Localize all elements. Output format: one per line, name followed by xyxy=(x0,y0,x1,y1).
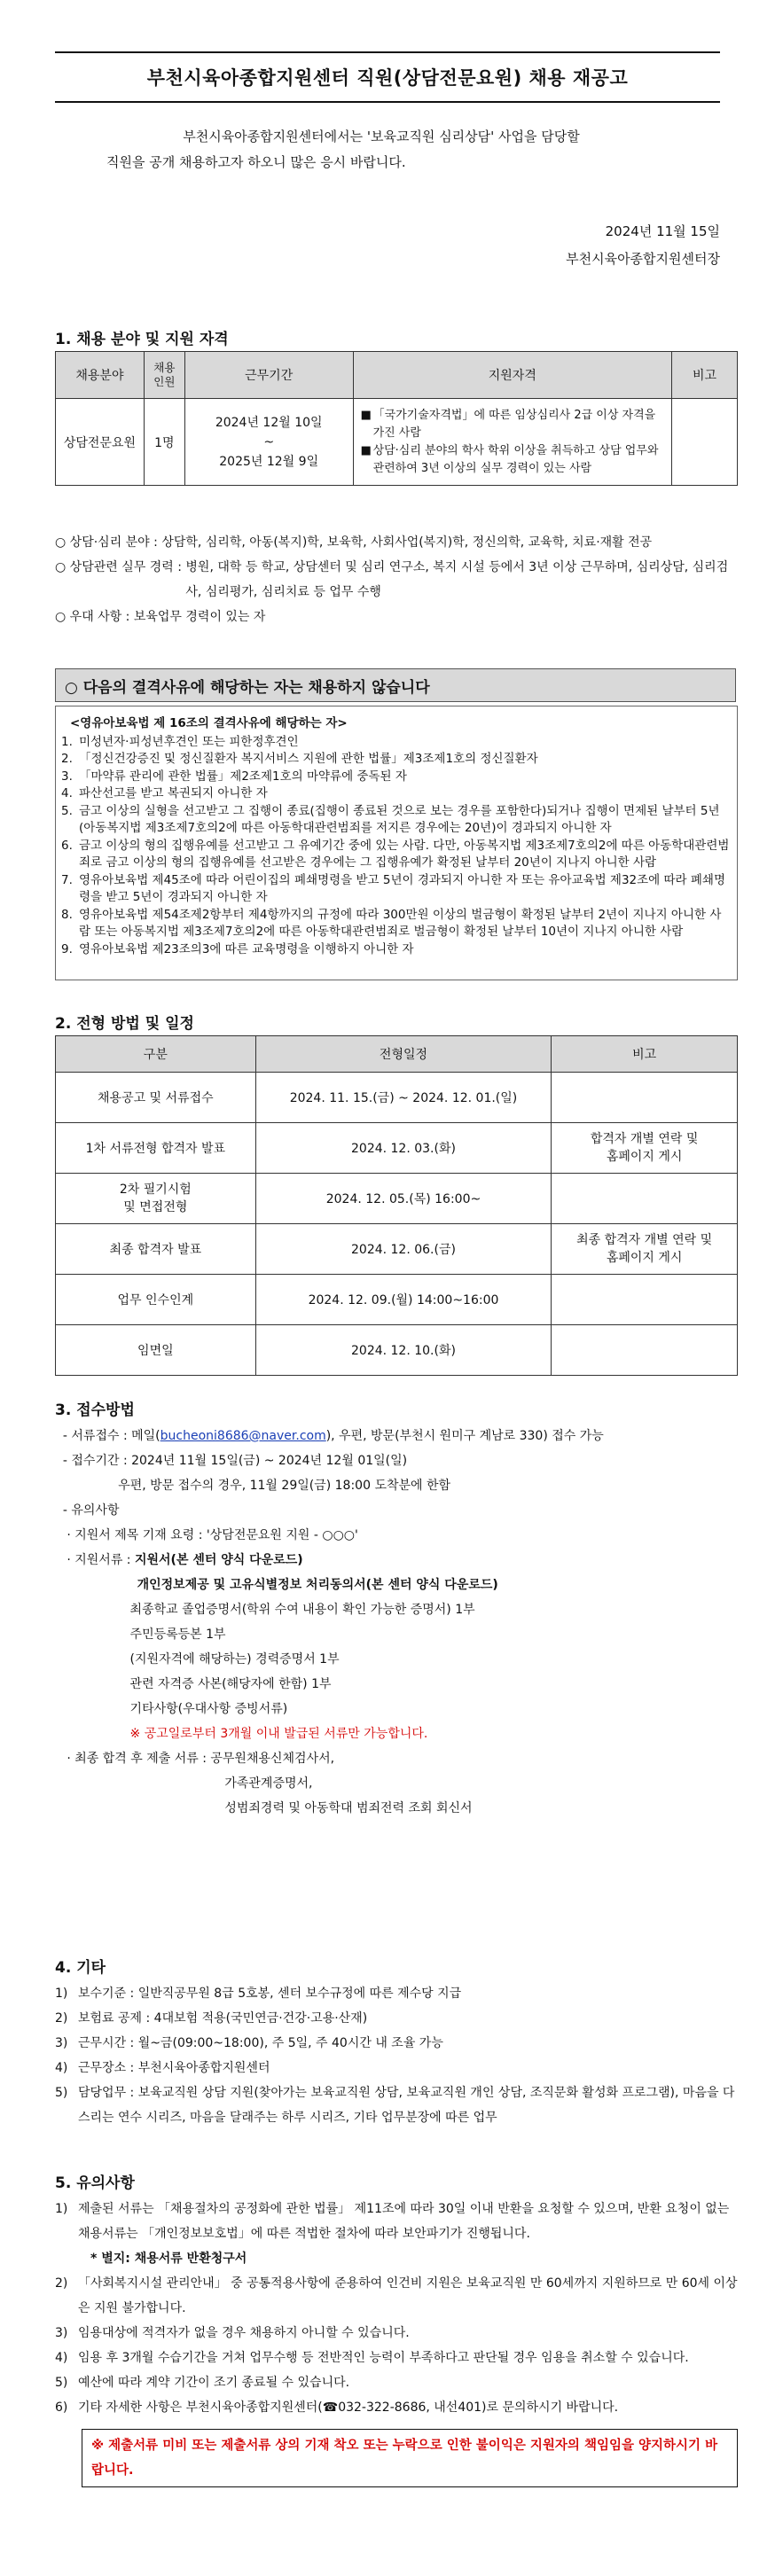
item-number: 1. xyxy=(61,734,73,749)
qualification-text-2: 상담·심리 분야의 학사 학위 이상을 취득하고 상담 업무와 관련하여 3년 이상의 실무 경력이 있는 사람 xyxy=(372,443,659,475)
item-text: 「정신건강증진 및 정신질환자 복지서비스 지원에 관한 법률」제3조제1호의 정신질환자 xyxy=(79,752,538,766)
header-period: 근무기간 xyxy=(184,352,353,399)
list-item xyxy=(61,872,732,907)
item-number: 1) xyxy=(55,1987,68,2001)
final-documents-row: 성범죄경력 및 아동학대 범죄전력 조회 회신서 xyxy=(55,1801,473,1815)
notes-section xyxy=(55,2197,738,2487)
document-row: 최종학교 졸업증명서(학위 수여 내용이 확인 가능한 증명서) 1부 xyxy=(55,1603,475,1617)
header-note: 비고 xyxy=(672,352,738,399)
list-item xyxy=(61,803,732,838)
item-text: 보수기준 : 일반직공무원 8급 5호봉, 센터 보수규정에 따른 제수당 지급 xyxy=(78,1987,462,2001)
cell-stage: 1차 서류전형 합격자 발표 xyxy=(56,1123,256,1174)
item-number: 4) xyxy=(55,2351,68,2365)
item-number: 4) xyxy=(55,2061,68,2075)
cell-note xyxy=(672,399,738,486)
cell-date: 2024. 12. 03.(화) xyxy=(255,1123,552,1174)
list-item xyxy=(55,1981,738,2006)
responsibility-notice: ※ 제출서류 미비 또는 제출서류 상의 기재 착오 또는 누락으로 인한 불이익은 지원자의 책임임을 양지하시기 바랍니다. xyxy=(82,2429,738,2487)
item-text: 「마약류 관리에 관한 법률」제2조제1호의 마약류에 중독된 자 xyxy=(79,769,407,784)
qual-note-label: ○ 상담관련 실무 경력 : xyxy=(55,560,186,574)
final-documents-row: · 최종 합격 후 제출 서류 : 공무원채용신체검사서, xyxy=(55,1752,335,1766)
list-item xyxy=(55,2031,738,2056)
list-item xyxy=(61,734,732,752)
item-text: 담당업무 : 보육교직원 상담 지원(찾아가는 보육교직원 상담, 보육교직원 개인 상담, 조직문화 활성화 프로그램), 마음을 다스리는 연수 시리즈, 마음을 달래주는 하루 시리즈, 기타 업무분장에 따른 업무 xyxy=(78,2086,735,2125)
list-item xyxy=(55,2080,738,2130)
item-number: 8. xyxy=(61,907,73,922)
item-text: 근무시간 : 월~금(09:00~18:00), 주 5일, 주 40시간 내 조율 가능 xyxy=(78,2036,443,2050)
item-number: 2) xyxy=(55,2276,68,2291)
list-item xyxy=(61,941,732,959)
item-number: 3. xyxy=(61,769,73,784)
qualification-notes xyxy=(55,530,738,629)
banner-text: ○ 다음의 결격사유에 해당하는 자는 채용하지 않습니다 xyxy=(65,678,430,697)
qual-note-text: 병원, 대학 등 학교, 상담센터 및 심리 연구소, 복지 시설 등에서 3년 이상 근무하며, 심리상담, 심리검사, 심리평가, 심리치료 등 업무 수행 xyxy=(185,560,729,599)
item-text: 영유아보육법 제23조의3에 따른 교육명령을 이행하지 아니한 자 xyxy=(79,941,414,956)
item-number: 5) xyxy=(55,2086,68,2100)
qual-note-row xyxy=(55,530,738,555)
period-end: 2025년 12월 9일 xyxy=(219,454,319,469)
table-row xyxy=(56,1325,738,1376)
schedule-table xyxy=(55,1035,738,1376)
application-form-text: 지원서(본 센터 양식 다운로드) xyxy=(134,1553,303,1567)
qual-note-row xyxy=(55,555,738,605)
document-row: 기타사항(우대사항 증빙서류) xyxy=(55,1702,288,1716)
item-number: 6. xyxy=(61,838,73,853)
intro-line-1: 부천시육아종합지원센터에서는 '보육교직원 심리상담' 사업을 담당할 xyxy=(183,129,580,144)
item-text: 기타 자세한 사항은 부천시육아종합지원센터(☎032-322-8686, 내선401)로 문의하시기 바랍니다. xyxy=(78,2400,619,2415)
position-table xyxy=(55,351,738,486)
cell-note xyxy=(552,1325,738,1376)
item-number: 3) xyxy=(55,2326,68,2340)
cell-stage: 임면일 xyxy=(56,1325,256,1376)
period-start: 2024년 12월 10일 xyxy=(215,415,323,430)
qual-note-text: 상담학, 심리학, 아동(복지)학, 보육학, 사회사업(복지)학, 정신의학, 교육학, 치료·재활 전공 xyxy=(161,535,653,550)
header-schedule: 전형일정 xyxy=(255,1036,552,1073)
item-number: 2. xyxy=(61,752,73,766)
disqualification-banner xyxy=(55,668,736,702)
list-item xyxy=(61,751,732,769)
item-text: 금고 이상의 형의 집행유예를 선고받고 그 유예기간 중에 있는 사람. 다만, 아동복지법 제3조제7호의2에 따른 아동학대관련범죄로 금고 이상의 형의 집행유예를 선고받은 경우에는 그 집행유예가 확정된 날부터 20년이 지나지 아니한 사람 xyxy=(79,838,730,870)
cell-count: 1명 xyxy=(144,399,184,486)
page-title: 부천시육아종합지원센터 직원(상담전문요원) 채용 재공고 xyxy=(146,67,629,89)
title-box xyxy=(55,51,720,103)
cell-note: 최종 합격자 개별 연락 및 홈페이지 게시 xyxy=(552,1224,738,1275)
cell-stage: 채용공고 및 서류접수 xyxy=(56,1073,256,1123)
submission-text: ), 우편, 방문(부천시 원미구 계남로 330) 접수 가능 xyxy=(325,1429,604,1443)
item-number: 5. xyxy=(61,803,73,818)
list-item xyxy=(61,785,732,803)
submission-label: - 서류접수 : 메일( xyxy=(55,1429,160,1443)
email-link[interactable]: bucheoni8686@naver.com xyxy=(160,1429,326,1443)
final-documents-row: 가족관계증명서, xyxy=(55,1776,313,1791)
item-text: 영유아보육법 제45조에 따라 어린이집의 폐쇄명령을 받고 5년이 경과되지 아니한 자 또는 유아교육법 제32조에 따라 폐쇄명령을 받고 5년이 경과되지 아니한 자 xyxy=(79,872,725,904)
item-text: 임용 후 3개월 수습기간을 거쳐 업무수행 등 전반적인 능력이 부족하다고 판단될 경우 임용을 취소할 수 있습니다. xyxy=(78,2351,689,2365)
square-bullet-icon: ■ xyxy=(360,408,372,422)
item-text: 제출된 서류는 「채용절차의 공정화에 관한 법률」 제11조에 따라 30일 이내 반환을 요청할 수 있으며, 반환 요청이 없는 채용서류는 「개인정보보호법」에 따른 적법한 절차에 따라 보안파기가 진행됩니다. xyxy=(78,2202,730,2241)
qual-note-row xyxy=(55,605,738,629)
intro-line-2: 직원을 공개 채용하고자 하오니 많은 응시 바랍니다. xyxy=(106,154,406,170)
list-item xyxy=(55,2006,738,2031)
item-number: 2) xyxy=(55,2011,68,2026)
caution-row: - 유의사항 xyxy=(55,1503,120,1518)
list-item xyxy=(61,769,732,786)
other-info xyxy=(55,1981,738,2130)
return-form-note: * 별지: 채용서류 반환청구서 xyxy=(90,2252,247,2266)
intro-text xyxy=(106,124,656,176)
qual-note-text: 보육업무 경력이 있는 자 xyxy=(133,610,266,624)
table-header-row xyxy=(56,1036,738,1073)
qual-note-label: ○ 상담·심리 분야 : xyxy=(55,535,162,550)
list-item xyxy=(55,2197,738,2246)
documents-label: · 지원서류 : xyxy=(55,1553,135,1567)
item-text: 미성년자·피성년후견인 또는 피한정후견인 xyxy=(79,734,299,749)
header-note: 비고 xyxy=(552,1036,738,1073)
qual-note-label: ○ 우대 사항 : xyxy=(55,610,134,624)
section-3-heading: 3. 접수방법 xyxy=(55,1401,135,1419)
table-row xyxy=(56,1073,738,1123)
item-number: 1) xyxy=(55,2202,68,2216)
item-number: 9. xyxy=(61,941,73,956)
cell-date: 2024. 12. 10.(화) xyxy=(255,1325,552,1376)
item-text: 예산에 따라 계약 기간이 조기 종료될 수 있습니다. xyxy=(78,2376,350,2390)
item-text: 금고 이상의 실형을 선고받고 그 집행이 종료(집행이 종료된 것으로 보는 경우를 포함한다)되거나 집행이 면제된 날부터 5년(아동복지법 제3조제7호의2에 따른 아동학대관련범죄를 저지른 경우에는 20년)이 경과되지 아니한 자 xyxy=(79,803,720,835)
subject-format-row: · 지원서 제목 기재 요령 : '상담전문요원 지원 - ○○○' xyxy=(55,1528,358,1542)
list-item xyxy=(55,2395,738,2420)
period-row: - 접수기간 : 2024년 11월 15일(금) ~ 2024년 12월 01일(일) xyxy=(55,1454,408,1468)
application-method xyxy=(55,1424,755,1821)
header-count: 채용 인원 xyxy=(144,352,184,399)
document-row: 관련 자격증 사본(해당자에 한함) 1부 xyxy=(55,1677,332,1691)
cell-qualification xyxy=(353,399,671,486)
cell-field: 상담전문요원 xyxy=(56,399,145,486)
list-item xyxy=(61,838,732,872)
cell-note xyxy=(552,1275,738,1325)
list-item xyxy=(61,907,732,941)
item-text: 파산선고를 받고 복권되지 아니한 자 xyxy=(79,786,268,800)
item-text: 「사회복지시설 관리안내」 중 공통적용사항에 준용하여 인건비 지원은 보육교직원 만 60세까지 지원하므로 만 60세 이상은 지원 불가합니다. xyxy=(78,2276,738,2315)
item-number: 4. xyxy=(61,786,73,800)
section-5-heading: 5. 유의사항 xyxy=(55,2174,135,2192)
list-item xyxy=(55,2271,738,2321)
header-field: 채용분야 xyxy=(56,352,145,399)
document-validity-note: ※ 공고일로부터 3개월 이내 발급된 서류만 가능합니다. xyxy=(55,1727,428,1741)
consent-form-row: 개인정보제공 및 고유식별정보 처리동의서(본 센터 양식 다운로드) xyxy=(55,1578,498,1592)
date-block xyxy=(566,218,720,273)
document-row: 주민등록등본 1부 xyxy=(55,1628,226,1642)
submission-row xyxy=(55,1424,755,1448)
qualification-item xyxy=(361,407,664,442)
list-item xyxy=(55,2056,738,2080)
item-number: 3) xyxy=(55,2036,68,2050)
table-row xyxy=(56,1224,738,1275)
item-number: 6) xyxy=(55,2400,68,2415)
item-number: 5) xyxy=(55,2376,68,2390)
cell-note xyxy=(552,1073,738,1123)
item-text: 보험료 공제 : 4대보험 적용(국민연금·건강·고용·산재) xyxy=(78,2011,368,2026)
list-item xyxy=(55,2346,738,2370)
table-row xyxy=(56,1275,738,1325)
section-1-heading: 1. 채용 분야 및 지원 자격 xyxy=(55,331,229,348)
cell-stage: 최종 합격자 발표 xyxy=(56,1224,256,1275)
disqualification-heading: <영유아보육법 제 16조의 결격사유에 해당하는 자> xyxy=(70,716,348,730)
list-item xyxy=(55,2370,738,2395)
cell-stage: 2차 필기시험 및 면접전형 xyxy=(56,1174,256,1224)
item-number: 7. xyxy=(61,872,73,887)
notice-date: 2024년 11월 15일 xyxy=(605,223,720,239)
item-text: 근무장소 : 부천시육아종합지원센터 xyxy=(78,2061,270,2075)
item-text: 영유아보육법 제54조제2항부터 제4항까지의 규정에 따라 300만원 이상의 벌금형이 확정된 날부터 2년이 지나지 아니한 사람 또는 아동복지법 제3조제7호의2에 따른 아동학대관련범죄로 벌금형이 확정된 날부터 10년이 지나지 아니한 사람 xyxy=(79,907,722,939)
cell-date: 2024. 12. 06.(금) xyxy=(255,1224,552,1275)
square-bullet-icon: ■ xyxy=(360,443,372,457)
organization-name: 부천시육아종합지원센터장 xyxy=(566,251,720,267)
table-row xyxy=(56,1123,738,1174)
cell-note xyxy=(552,1174,738,1224)
item-text: 임용대상에 적격자가 없을 경우 채용하지 아니할 수 있습니다. xyxy=(78,2326,410,2340)
table-row xyxy=(56,1174,738,1224)
list-item xyxy=(55,2321,738,2346)
header-stage: 구분 xyxy=(56,1036,256,1073)
section-4-heading: 4. 기타 xyxy=(55,1959,106,1977)
qualification-text-1: 「국가기술자격법」에 따른 임상심리사 2급 이상 자격을 가진 사람 xyxy=(372,408,656,440)
section-2-heading: 2. 전형 방법 및 일정 xyxy=(55,1015,194,1033)
table-row xyxy=(56,399,738,486)
period-tilde: ~ xyxy=(263,434,275,449)
cell-date: 2024. 12. 05.(목) 16:00~ xyxy=(255,1174,552,1224)
cell-date: 2024. 11. 15.(금) ~ 2024. 12. 01.(일) xyxy=(255,1073,552,1123)
header-qualification: 지원자격 xyxy=(353,352,671,399)
table-header-row xyxy=(56,352,738,399)
cell-note: 합격자 개별 연락 및 홈페이지 게시 xyxy=(552,1123,738,1174)
cell-period xyxy=(184,399,353,486)
qualification-item xyxy=(361,442,664,478)
disqualification-box xyxy=(55,706,738,980)
cell-date: 2024. 12. 09.(월) 14:00~16:00 xyxy=(255,1275,552,1325)
documents-row xyxy=(55,1548,755,1573)
document-row: (지원자격에 해당하는) 경력증명서 1부 xyxy=(55,1652,340,1667)
period-note-row: 우편, 방문 접수의 경우, 11월 29일(금) 18:00 도착분에 한함 xyxy=(55,1479,451,1493)
cell-stage: 업무 인수인계 xyxy=(56,1275,256,1325)
